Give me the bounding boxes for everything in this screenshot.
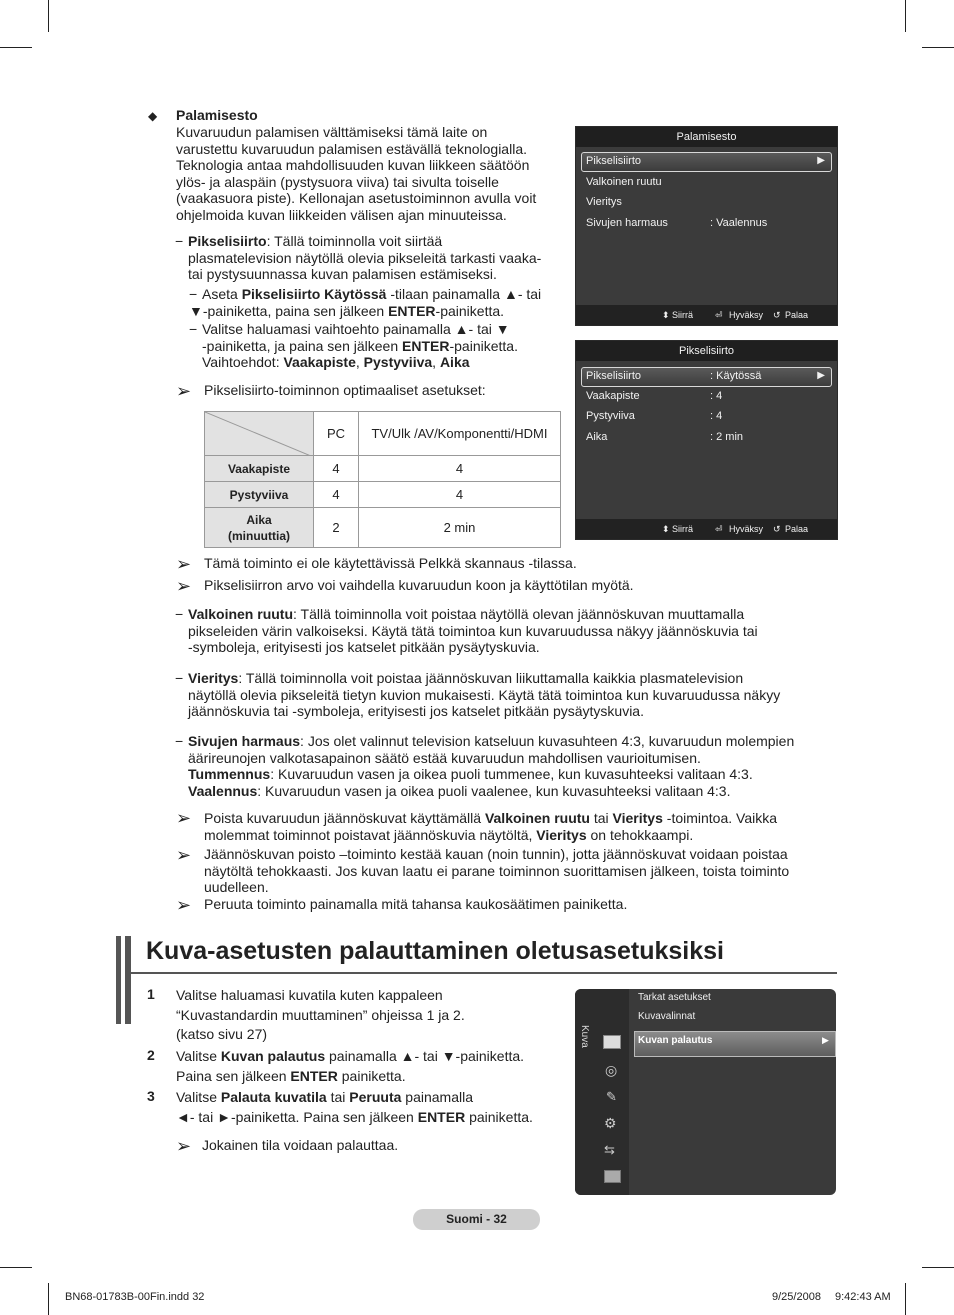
section-heading: Palamisesto — [176, 107, 258, 123]
arrow-right-icon: ▶ — [822, 1035, 829, 1045]
aseta-paragraph — [189, 286, 572, 319]
section2-title: Kuva-asetusten palauttaminen oletusasetuksiksi — [146, 937, 724, 965]
osd-item-value: : 4 — [710, 390, 723, 402]
text: jäännöskuvia tai -symboleja, erityisesti jos katselet pitkään pysäytyskuvia. — [188, 703, 644, 719]
text: Vaihtoehdot: — [202, 354, 284, 370]
text: näytöllä olevia pikseleitä tietyn kuvion mukaisesti. Käytä tätä toimintoa kun kuvaruudussa näkyy — [188, 686, 781, 703]
text: -tilaan painamalla ▲- tai — [386, 286, 542, 302]
text: tai — [589, 810, 613, 826]
term: Palauta kuvatila — [220, 1089, 327, 1105]
text: -toimintoa. Vaikka — [662, 810, 778, 826]
note-arrow-icon: ➢ — [176, 808, 192, 828]
pikselisiirto-paragraph — [188, 233, 568, 283]
crop-mark — [48, 0, 49, 32]
text: -painiketta, ja paina sen jälkeen — [202, 337, 403, 354]
intro-line: Teknologia antaa mahdollisuuden kuvan liikkeen säätöön — [176, 157, 530, 173]
text: painamalla — [401, 1089, 474, 1105]
note-optimal: Pikselisiirto-toiminnon optimaaliset asetukset: — [204, 382, 486, 398]
text: pikseleiden värin valkoiseksi. Käytä tätä toimintoa kun kuvaruudussa näkyy jäännöskuvia tai — [188, 622, 758, 639]
text: , — [432, 354, 440, 370]
term: Tummennus — [188, 766, 271, 782]
text: Aseta — [202, 286, 242, 302]
text: Valitse haluamasi kuvatila kuten kappaleen — [176, 987, 443, 1003]
intro-line: Kuvaruudun palamisen välttämiseksi tämä laite on — [176, 124, 488, 140]
table-cell: 4 — [314, 482, 359, 508]
print-date: 9/25/2008 — [772, 1291, 821, 1303]
text: tai pystysuunnassa kuvan palamisen estämiseksi. — [188, 266, 497, 282]
osd-footer — [576, 519, 837, 539]
text: -symboleja, erityisesti jos katselet pitkään pysäytyskuvia. — [188, 639, 540, 655]
text: Valitse — [176, 1089, 221, 1105]
note-arrow-icon: ➢ — [176, 381, 192, 401]
osd-item-sivujen-harmaus[interactable]: Sivujen harmaus — [586, 217, 668, 229]
term: Valkoinen ruutu — [484, 810, 590, 826]
page-number-label: Suomi - 32 — [413, 1209, 540, 1230]
text: painamalla ▲- tai ▼-painiketta. — [325, 1048, 525, 1064]
table-cell: 2 — [314, 508, 359, 548]
intro-line: (vaakasuora piste). Kellonajan asetustoiminnon avulla voit — [176, 190, 537, 206]
return-label: Palaa — [785, 310, 809, 320]
return-icon: ↺ — [773, 524, 781, 534]
text: näytöltä tehokkaasti. Jos kuvan laatu ei parane toiminnon suorittamisen jälkeen, toista toiminto — [204, 862, 790, 879]
text: : Jos olet valinnut television katseluun kuvasuhteen 4:3, kuvaruudun molempien — [300, 733, 795, 749]
crop-mark — [922, 47, 954, 48]
text: painiketta. — [465, 1108, 533, 1125]
osd-side-label: Kuva — [579, 1025, 590, 1048]
print-time: 9:42:43 AM — [835, 1291, 891, 1303]
step-number: 3 — [147, 1088, 155, 1104]
term: Vieritys — [536, 826, 587, 843]
note-jokainen-tila: Jokainen tila voidaan palauttaa. — [202, 1137, 399, 1153]
sivujen-harmaus-paragraph — [188, 733, 838, 799]
osd-kuva-menu — [575, 989, 836, 1195]
intro-paragraph — [176, 124, 566, 223]
text: äärireunojen valkotasapainon säätö estää kuvaruudun mahdollisen vaurioitumisen. — [188, 749, 701, 766]
term: Aika — [439, 354, 470, 370]
note-pelkka-skannaus: Tämä toiminto ei ole käytettävissä Pelkkä skannaus -tilassa. — [204, 555, 577, 571]
term: ENTER — [417, 1108, 466, 1125]
title-accent-bar — [125, 936, 131, 1024]
dash-bullet: − — [175, 233, 184, 249]
osd-item-value: : Käytössä — [710, 370, 762, 382]
text: ◄- tai ►-painiketta. Paina sen jälkeen — [176, 1108, 418, 1125]
note-peruuta: Peruuta toiminto painamalla mitä tahansa kaukosäätimen painiketta. — [204, 896, 628, 912]
label-line: (minuuttia) — [228, 528, 290, 543]
title-underline — [131, 972, 837, 974]
note-pikselisiirron-arvo: Pikselisiirron arvo voi vaihdella kuvaruudun koon ja käyttötilan myötä. — [204, 577, 634, 593]
text: : Kuvaruudun vasen ja oikea puoli tummenee, kun kuvasuhteeksi valitaan 4:3. — [270, 766, 753, 782]
osd-item-vieritys[interactable]: Vieritys — [586, 196, 622, 208]
application-icon[interactable] — [604, 1170, 621, 1183]
text: : Tällä toiminnolla voit siirtää — [266, 233, 443, 249]
dash-bullet: − — [175, 670, 184, 686]
setup-gear-icon[interactable]: ⚙ — [604, 1115, 617, 1131]
picture-icon[interactable] — [603, 1035, 621, 1049]
step-1 — [176, 986, 566, 1045]
text: plasmatelevision näytöllä olevia pikseleitä tarkasti vaaka- — [188, 249, 542, 266]
enter-icon: ⏎ — [715, 310, 723, 320]
crop-mark — [905, 0, 906, 32]
channel-icon[interactable]: ✎ — [606, 1089, 617, 1104]
text: Valitse — [176, 1048, 221, 1064]
text: ▼-painiketta, paina sen jälkeen — [189, 302, 389, 319]
enter-label: Hyväksy — [729, 524, 764, 534]
arrow-right-icon: ▶ — [817, 370, 825, 381]
term: Peruuta — [349, 1089, 402, 1105]
text: molemmat toiminnot poistavat jäännöskuvia näytöltä, — [204, 826, 537, 843]
text: : Kuvaruudun vasen ja oikea puoli vaalenee, kun kuvasuhteeksi valitaan 4:3. — [257, 782, 731, 799]
osd-pikselisiirto — [575, 340, 838, 540]
osd-item-valkoinen-ruutu[interactable]: Valkoinen ruutu — [586, 176, 662, 188]
term: ENTER — [290, 1067, 338, 1084]
term: Vaakapiste — [283, 354, 356, 370]
osd-side-column — [575, 989, 629, 1195]
note-arrow-icon: ➢ — [176, 576, 192, 596]
text: tai — [326, 1089, 350, 1105]
text: painiketta. — [337, 1067, 406, 1084]
osd-footer — [576, 305, 837, 325]
term: Pikselisiirto Käytössä — [241, 286, 387, 302]
enter-label: Hyväksy — [729, 310, 764, 320]
step-number: 2 — [147, 1047, 155, 1063]
crop-mark — [0, 47, 32, 48]
text: Poista kuvaruudun jäännöskuvat käyttämällä — [204, 810, 485, 826]
text: Jäännöskuvan poisto –toiminto kestää kauan (noin tunnin), jotta jäännöskuvat voidaan poistaa — [204, 846, 788, 862]
text: -painiketta. — [449, 337, 518, 354]
note-arrow-icon: ➢ — [176, 1136, 192, 1156]
print-file-name: BN68-01783B-00Fin.indd 32 — [65, 1291, 205, 1303]
osd-title: Pikselisiirto — [576, 341, 837, 361]
osd-item-value: : 2 min — [710, 431, 744, 443]
sound-icon[interactable]: ◎ — [605, 1062, 618, 1078]
term: Vieritys — [188, 670, 239, 686]
text: on tehokkaampi. — [586, 826, 694, 843]
valitse-paragraph — [202, 321, 572, 371]
term: Valkoinen ruutu — [188, 606, 294, 622]
osd-item-vaakapiste[interactable]: Vaakapiste — [586, 390, 640, 402]
move-label: Siirrä — [672, 310, 694, 320]
text: Paina sen jälkeen — [176, 1067, 291, 1084]
osd-item-pikselisiirto[interactable]: Pikselisiirto — [586, 370, 642, 382]
note-poista-jaannoskuvat — [204, 810, 844, 843]
step-number: 1 — [147, 986, 155, 1002]
text: (katso sivu 27) — [176, 1026, 268, 1042]
crop-mark — [0, 1267, 32, 1268]
dash-bullet: − — [189, 286, 198, 302]
label-line: Aika — [246, 512, 272, 527]
dash-bullet: − — [189, 321, 198, 337]
diamond-bullet-icon: ◆ — [148, 109, 158, 123]
text: : Tällä toiminnolla voit poistaa jäännöskuvan liikuttamalla kaikkia plasmatelevision — [238, 670, 744, 686]
intro-line: ohjelmoida kuvan liikkeiden välisen ajan minuuteissa. — [176, 206, 507, 223]
diagonal-line — [205, 412, 311, 456]
term: Kuvan palautus — [220, 1048, 326, 1064]
term: Vieritys — [612, 810, 663, 826]
intro-line: varustettu kuvaruudun palamisen estävällä teknologialla. — [176, 140, 527, 157]
note-arrow-icon: ➢ — [176, 845, 192, 865]
table-cell: 4 — [359, 456, 561, 482]
osd-title: Palamisesto — [576, 127, 837, 147]
table-row-label: Pystyviiva — [205, 482, 314, 508]
osd-item-pystyviiva[interactable]: Pystyviiva — [586, 410, 635, 422]
text: -painiketta. — [435, 302, 505, 319]
osd-item-value: : 4 — [710, 410, 723, 422]
table-row-label: Vaakapiste — [205, 456, 314, 482]
term: ENTER — [388, 302, 436, 319]
return-label: Palaa — [785, 524, 809, 534]
title-accent-bar — [116, 936, 121, 1024]
menu-item-tarkat-asetukset[interactable]: Tarkat asetukset — [638, 992, 711, 1003]
text: , — [355, 354, 364, 370]
table-cell: 4 — [359, 482, 561, 508]
text: : Tällä toiminnolla voit poistaa näytöllä olevan jäännöskuvan muuttamalla — [293, 606, 745, 622]
term: Vaalennus — [188, 782, 258, 799]
table-row-label — [205, 508, 314, 548]
term: Sivujen harmaus — [188, 733, 301, 749]
table-cell: 2 min — [359, 508, 561, 548]
table-header: PC — [314, 412, 359, 456]
table-cell: 4 — [314, 456, 359, 482]
step-3 — [176, 1088, 566, 1127]
input-icon[interactable]: ⇆ — [604, 1142, 615, 1157]
optimal-settings-table — [204, 411, 561, 548]
crop-mark — [905, 1283, 906, 1315]
intro-line: ylös- ja alaspäin (pystysuora viiva) tai sivulta toiselle — [176, 173, 499, 190]
table-corner-cell — [205, 412, 314, 456]
term: Pystyviiva — [363, 354, 433, 370]
move-label: Siirrä — [672, 524, 694, 534]
step-2 — [176, 1047, 566, 1086]
enter-icon: ⏎ — [715, 524, 723, 534]
updown-icon: ⬍ — [662, 524, 670, 534]
text: Valitse haluamasi vaihtoehto painamalla ▲- tai ▼ — [202, 321, 510, 337]
arrow-right-icon: ▶ — [817, 155, 825, 166]
text: “Kuvastandardin muuttaminen” ohjeissa 1 ja 2. — [176, 1006, 465, 1023]
return-icon: ↺ — [773, 310, 781, 320]
menu-item-kuvavalinnat[interactable]: Kuvavalinnat — [638, 1011, 696, 1022]
valkoinen-ruutu-paragraph — [188, 606, 838, 656]
dash-bullet: − — [175, 733, 184, 749]
vieritys-paragraph — [188, 670, 838, 720]
osd-item-value: : Vaalennus — [710, 217, 768, 229]
osd-item-aika[interactable]: Aika — [586, 431, 608, 443]
note-arrow-icon: ➢ — [176, 895, 192, 915]
updown-icon: ⬍ — [662, 310, 670, 320]
crop-mark — [922, 1267, 954, 1268]
table-header: TV/Ulk /AV/Komponentti/HDMI — [359, 412, 561, 456]
term: Pikselisiirto — [188, 233, 267, 249]
dash-bullet: − — [175, 606, 184, 622]
osd-palamisesto — [575, 126, 838, 326]
crop-mark — [48, 1283, 49, 1315]
osd-item-pikselisiirto[interactable]: Pikselisiirto — [586, 155, 642, 167]
menu-item-kuvan-palautus[interactable]: Kuvan palautus — [638, 1035, 713, 1046]
term: ENTER — [402, 337, 450, 354]
text: uudelleen. — [204, 879, 269, 895]
note-poisto-kestaa — [204, 846, 844, 896]
note-arrow-icon: ➢ — [176, 554, 192, 574]
